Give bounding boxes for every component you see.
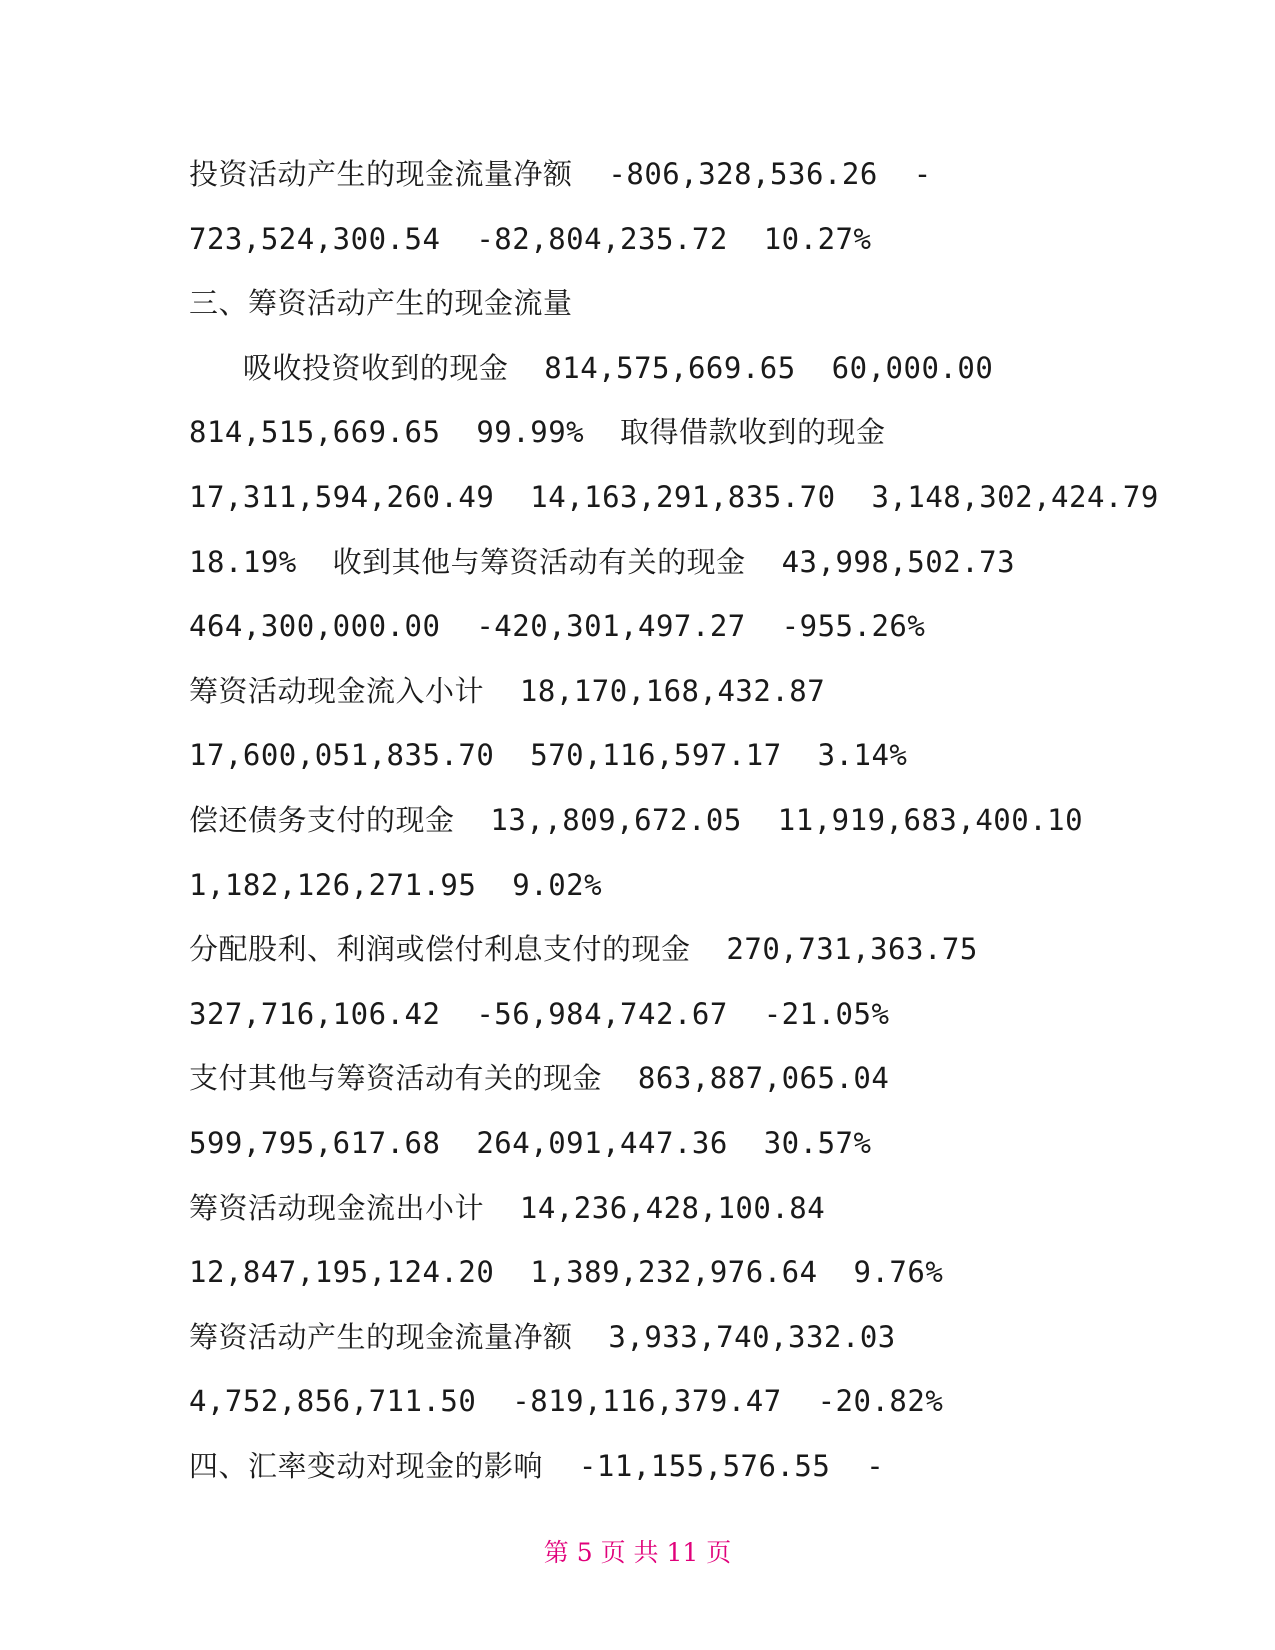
section-heading: 四、汇率变动对现金的影响 -11,155,576.55 - — [189, 1448, 885, 1483]
text-line: 17,311,594,260.49 14,163,291,835.70 3,148,302,424.79 — [189, 479, 1159, 514]
text-line: 4,752,856,711.50 -819,116,379.47 -20.82% — [189, 1384, 944, 1419]
text-line: 吸收投资收到的现金 814,575,669.65 60,000.00 — [189, 350, 994, 385]
text-line: 筹资活动现金流入小计 18,170,168,432.87 — [189, 673, 826, 708]
text-line: 814,515,669.65 99.99% 取得借款收到的现金 — [189, 415, 886, 450]
text-line: 分配股利、利润或偿付利息支付的现金 270,731,363.75 — [189, 932, 978, 967]
text-line: 筹资活动产生的现金流量净额 3,933,740,332.03 — [189, 1319, 896, 1354]
text-line: 12,847,195,124.20 1,389,232,976.64 9.76% — [189, 1255, 944, 1290]
text-line: 723,524,300.54 -82,804,235.72 10.27% — [189, 221, 872, 256]
text-line: 18.19% 收到其他与筹资活动有关的现金 43,998,502.73 — [189, 544, 1016, 579]
text-line: 支付其他与筹资活动有关的现金 863,887,065.04 — [189, 1061, 890, 1096]
page-number-footer: 第 5 页 共 11 页 — [543, 1538, 732, 1567]
text-line: 464,300,000.00 -420,301,497.27 -955.26% — [189, 609, 926, 644]
text-line: 筹资活动现金流出小计 14,236,428,100.84 — [189, 1190, 826, 1225]
text-line: 327,716,106.42 -56,984,742.67 -21.05% — [189, 996, 890, 1031]
section-heading: 三、筹资活动产生的现金流量 — [189, 286, 573, 321]
document-body — [189, 142, 1159, 1498]
text-line: 1,182,126,271.95 9.02% — [189, 867, 603, 902]
text-line: 偿还债务支付的现金 13,,809,672.05 11,919,683,400.10 — [189, 802, 1084, 837]
text-line: 599,795,617.68 264,091,447.36 30.57% — [189, 1125, 872, 1160]
text-line: 投资活动产生的现金流量净额 -806,328,536.26 - — [189, 157, 932, 191]
text-line: 17,600,051,835.70 570,116,597.17 3.14% — [189, 738, 908, 773]
